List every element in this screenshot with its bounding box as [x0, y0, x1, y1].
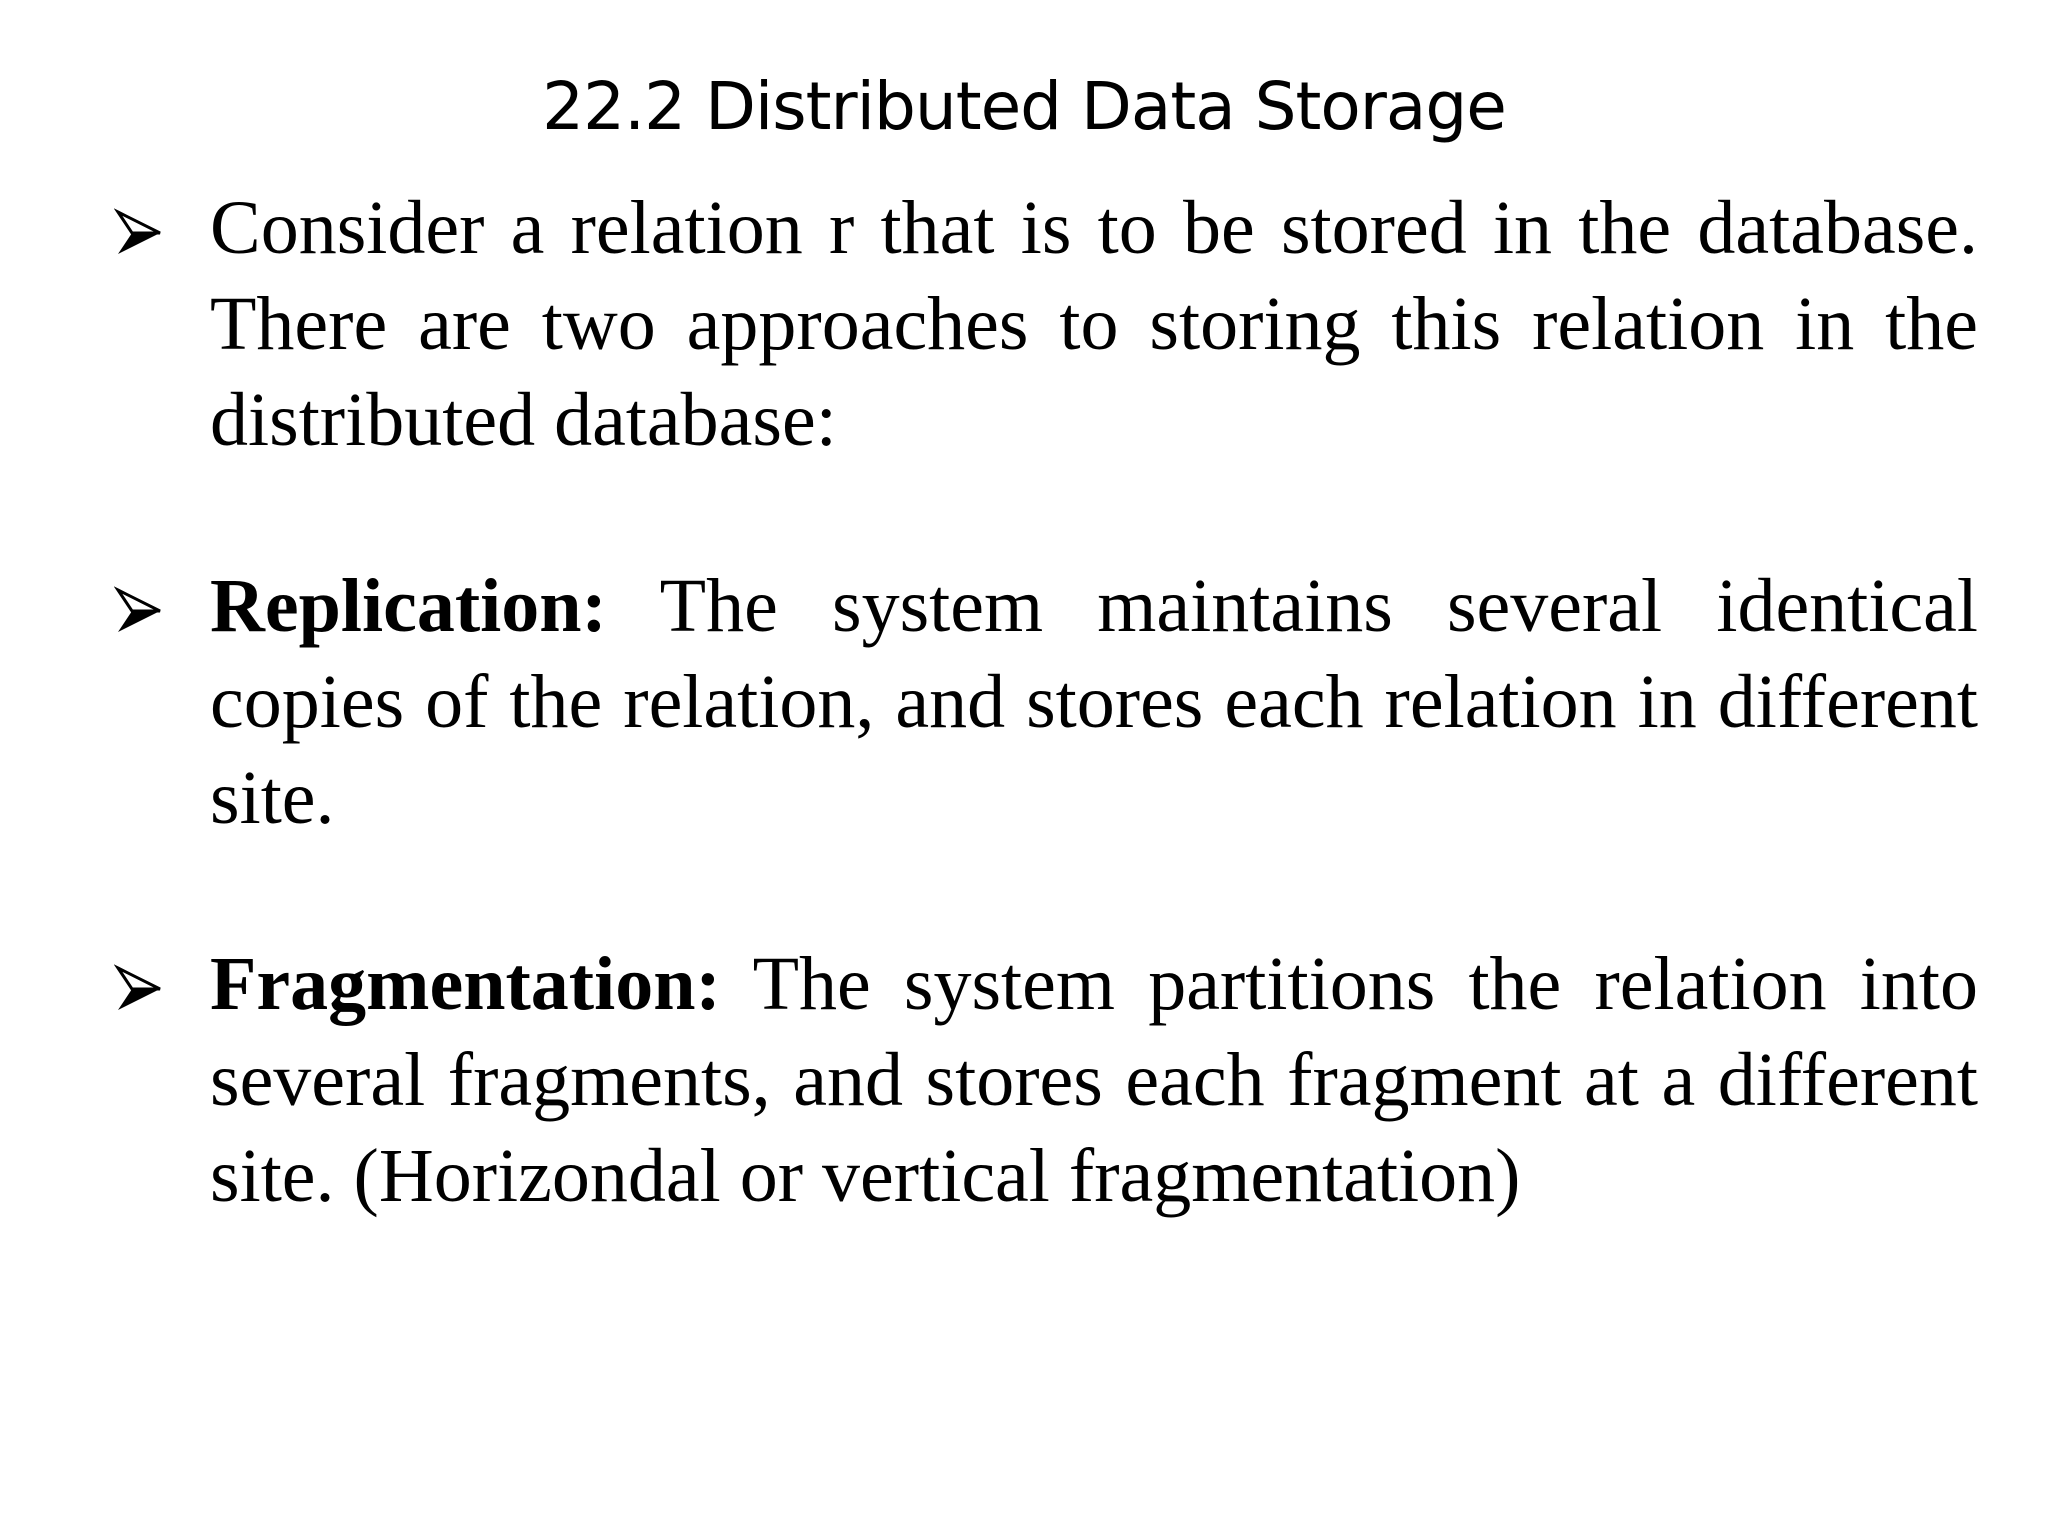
- bullet-term: Replication:: [210, 564, 607, 648]
- arrowhead-bullet-icon: [114, 586, 164, 636]
- slide-title: 22.2 Distributed Data Storage: [542, 68, 1506, 145]
- bullet-text: The system maintains several identical copies of the relation, and stores each relation in different site.: [210, 564, 1978, 840]
- bullet-item-intro: [108, 180, 1978, 468]
- arrowhead-bullet-icon: [114, 964, 164, 1014]
- bullet-item-replication: [108, 558, 1978, 846]
- bullet-text: Consider a relation r that is to be stored in the database. There are two approaches to storing this relation in the distributed database:: [210, 186, 1978, 462]
- bullet-term: Fragmentation:: [210, 942, 721, 1026]
- bullet-text: The system partitions the relation into several fragments, and stores each fragment at a different site. (Horizondal or vertical fragmentation): [210, 942, 1978, 1218]
- arrowhead-bullet-icon: [114, 208, 164, 258]
- bullet-list: [108, 180, 1978, 1224]
- bullet-item-fragmentation: [108, 936, 1978, 1224]
